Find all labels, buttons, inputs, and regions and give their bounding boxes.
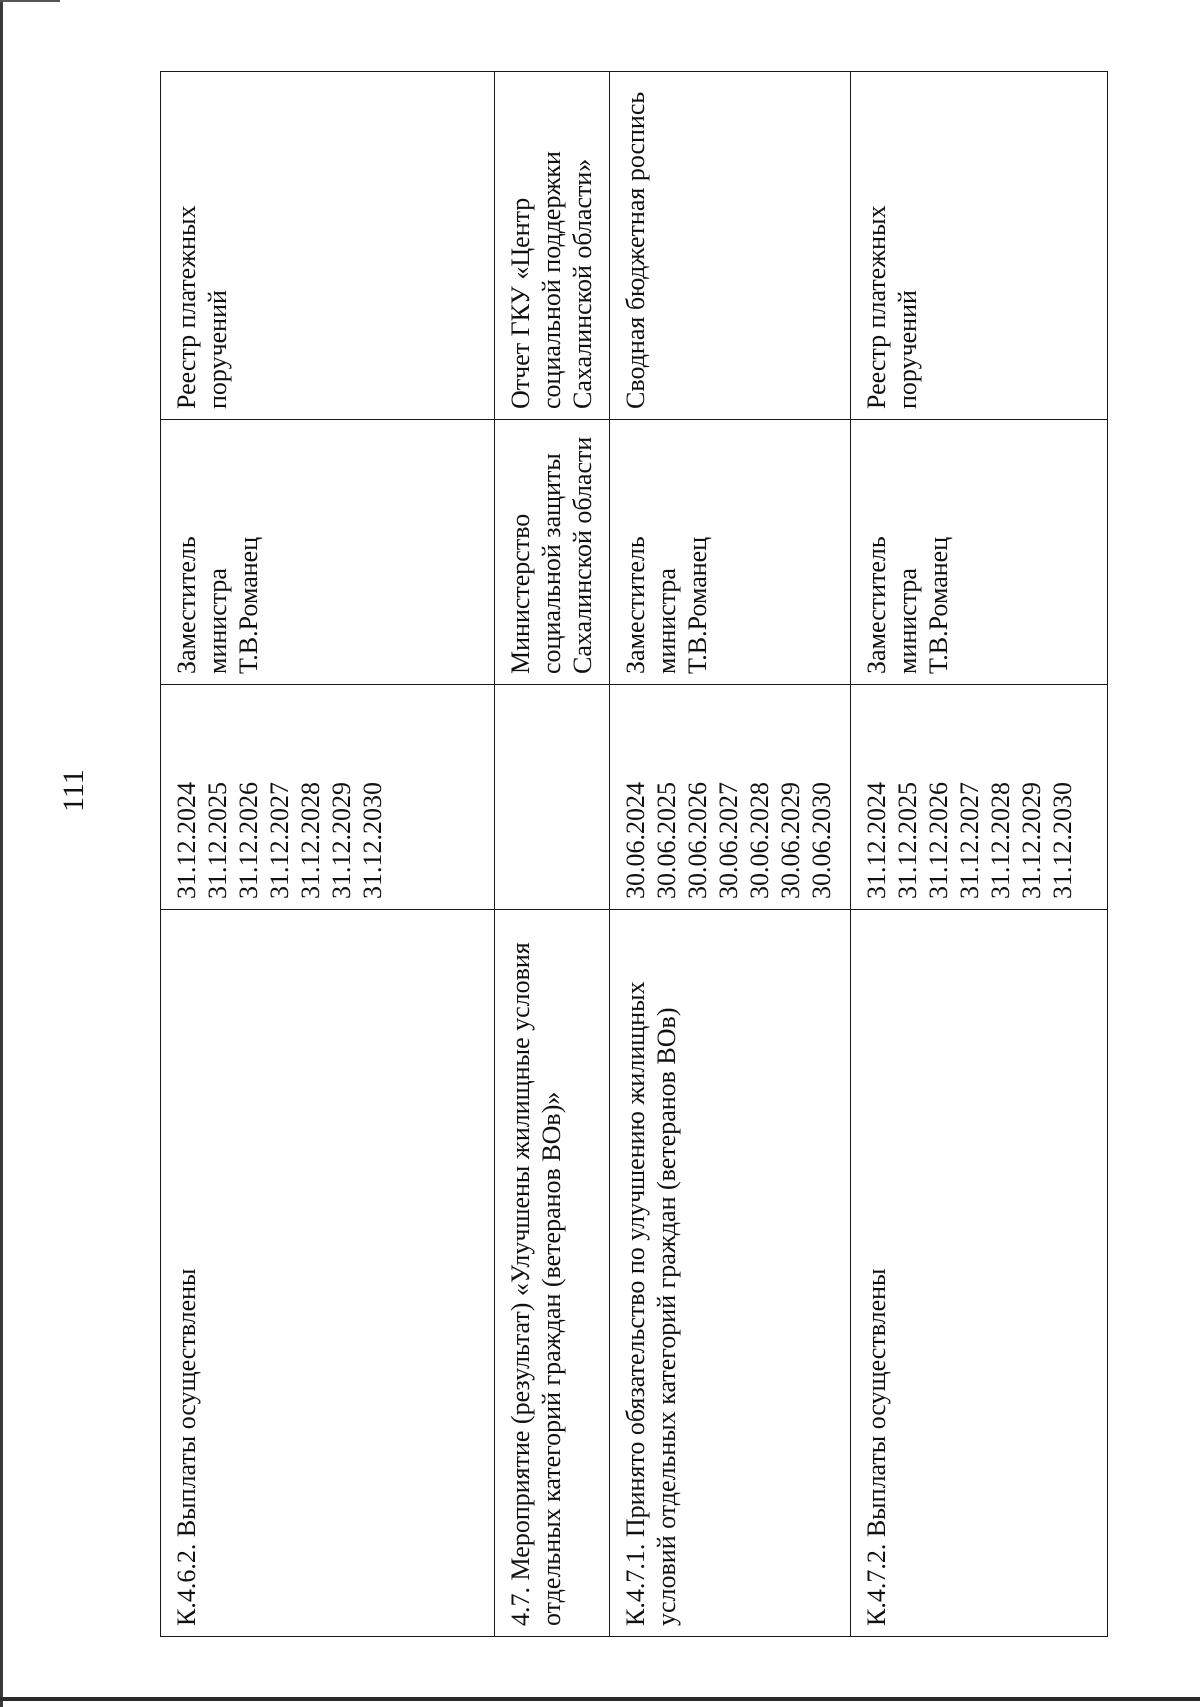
deadline-date: 31.12.2030 — [1048, 782, 1077, 899]
deadline-date: 30.06.2029 — [776, 782, 805, 899]
deadline-date: 31.12.2028 — [296, 782, 325, 899]
responsible-cell: Заместитель министра Т.В.Романец — [161, 420, 495, 685]
table-row — [161, 72, 495, 1637]
responsible-cell: Министерство социальной защиты Сахалинской области — [495, 420, 610, 685]
page-number: 111 — [57, 769, 90, 812]
deadline-date: 31.12.2025 — [203, 782, 232, 899]
deadline-date: 30.06.2027 — [714, 782, 743, 899]
document-cell: Реестр платежных поручений — [851, 72, 1108, 420]
document-cell: Отчет ГКУ «Центр социальной поддержки Сахалинской области» — [495, 72, 610, 420]
plan-table — [160, 71, 1108, 1637]
deadline-cell — [610, 685, 851, 910]
document-cell: Реестр платежных поручений — [161, 72, 495, 420]
deadline-date: 31.12.2025 — [893, 782, 922, 899]
responsible-cell: Заместитель министра Т.В.Романец — [610, 420, 851, 685]
task-name-cell: 4.7. Мероприятие (результат) «Улучшены жилищные условия отдельных категорий граждан (ветеранов ВОв)» — [495, 910, 610, 1637]
deadline-date: 30.06.2030 — [807, 782, 836, 899]
document-cell: Сводная бюджетная роспись — [610, 72, 851, 420]
deadline-date: 31.12.2024 — [172, 782, 201, 899]
deadline-date: 31.12.2027 — [265, 782, 294, 899]
deadline-date: 30.06.2025 — [652, 782, 681, 899]
deadline-date: 30.06.2028 — [745, 782, 774, 899]
task-name-cell: К.4.7.1. Принято обязательство по улучшению жилищных условий отдельных категорий граждан (ветеранов ВОв) — [610, 910, 851, 1637]
deadline-date: 31.12.2029 — [1017, 782, 1046, 899]
responsible-cell: Заместитель министра Т.В.Романец — [851, 420, 1108, 685]
deadline-date: 31.12.2026 — [234, 782, 263, 899]
deadline-date: 31.12.2030 — [358, 782, 387, 899]
deadline-date: 31.12.2028 — [986, 782, 1015, 899]
deadline-date: 30.06.2024 — [621, 782, 650, 899]
table-row — [610, 72, 851, 1637]
table-row — [851, 72, 1108, 1637]
table-row — [495, 72, 610, 1637]
deadline-date: 31.12.2029 — [327, 782, 356, 899]
deadline-date: 31.12.2024 — [862, 782, 891, 899]
deadline-cell — [161, 685, 495, 910]
deadline-date: 31.12.2026 — [924, 782, 953, 899]
deadline-cell — [851, 685, 1108, 910]
deadline-date: 31.12.2027 — [955, 782, 984, 899]
task-name-cell: К.4.7.2. Выплаты осуществлены — [851, 910, 1108, 1637]
deadline-cell — [495, 685, 610, 910]
deadline-date: 30.06.2026 — [683, 782, 712, 899]
task-name-cell: К.4.6.2. Выплаты осуществлены — [161, 910, 495, 1637]
